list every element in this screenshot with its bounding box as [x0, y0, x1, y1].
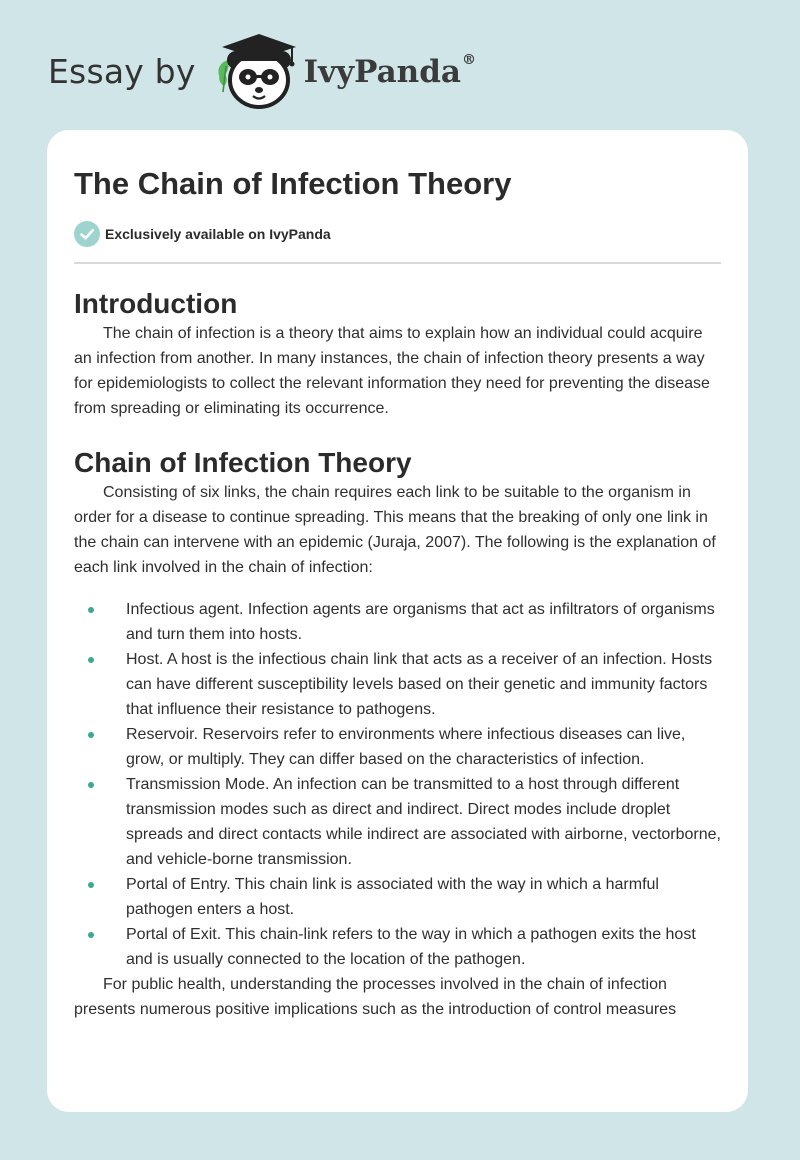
brand-prefix: Essay by: [48, 51, 196, 91]
list-item: [74, 872, 721, 922]
bullet-icon: [88, 782, 94, 788]
trademark-mark: ®: [461, 52, 476, 68]
bullet-icon: [88, 882, 94, 888]
list-item-text: Portal of Exit. This chain-link refers to the way in which a pathogen exits the host and is usually connected to the location of the pathogen.: [126, 926, 696, 968]
chain-paragraph: Consisting of six links, the chain requires each link to be suitable to the organism in order for a disease to continue spreading. This means that the breaking of only one link in the chain can intervene with an epidemic (Juraja, 2007). The following is the explanation of each link involved in the chain of infection:: [74, 484, 716, 576]
list-item: [74, 922, 721, 972]
brand-header: [48, 30, 476, 112]
list-item: [74, 722, 721, 772]
brand-name: IvyPanda®: [303, 52, 476, 90]
list-item-text: Portal of Entry. This chain link is associated with the way in which a harmful pathogen enters a host.: [126, 876, 659, 918]
final-paragraph: For public health, understanding the processes involved in the chain of infection presents numerous positive implications such as the introduction of control measures: [74, 976, 677, 1018]
bullet-icon: [88, 932, 94, 938]
heading-chain-of-infection: Chain of Infection Theory: [74, 447, 412, 478]
page-title: The Chain of Infection Theory: [74, 166, 512, 201]
divider: [74, 262, 721, 264]
list-item-text: Reservoir. Reservoirs refer to environments where infectious diseases can live, grow, or multiply. They can differ based on the characteristics of infection.: [126, 726, 686, 768]
list-item: [74, 647, 721, 722]
bullet-icon: [88, 607, 94, 613]
list-item-text: Transmission Mode. An infection can be transmitted to a host through different transmission modes such as direct and indirect. Direct modes include droplet spreads and direct contacts while indirect are associated with airborne, vectorborne, and vehicle-borne transmission.: [126, 776, 721, 868]
panda-graduate-logo-icon: [214, 30, 300, 112]
bullet-icon: [88, 657, 94, 663]
list-item-text: Infectious agent. Infection agents are organisms that act as infiltrators of organisms and turn them into hosts.: [126, 601, 715, 643]
bullet-icon: [88, 732, 94, 738]
list-item: [74, 597, 721, 647]
badge-text: Exclusively available on IvyPanda: [105, 226, 331, 242]
essay-card: [47, 130, 748, 1112]
exclusive-badge: [74, 220, 721, 248]
intro-paragraph: The chain of infection is a theory that aims to explain how an individual could acquire an infection from another. In many instances, the chain of infection theory presents a way for epidemiologists to collect the relevant information they need for preventing the disease from spreading or eliminating its occurrence.: [74, 325, 710, 417]
heading-introduction: Introduction: [74, 288, 238, 319]
list-item-text: Host. A host is the infectious chain link that acts as a receiver of an infection. Hosts can have different susceptibility levels based on their genetic and immunity factors that influence their resistance to pathogens.: [126, 651, 713, 718]
check-circle-icon: [74, 221, 100, 247]
chain-links-list: [74, 597, 721, 972]
list-item: [74, 772, 721, 872]
